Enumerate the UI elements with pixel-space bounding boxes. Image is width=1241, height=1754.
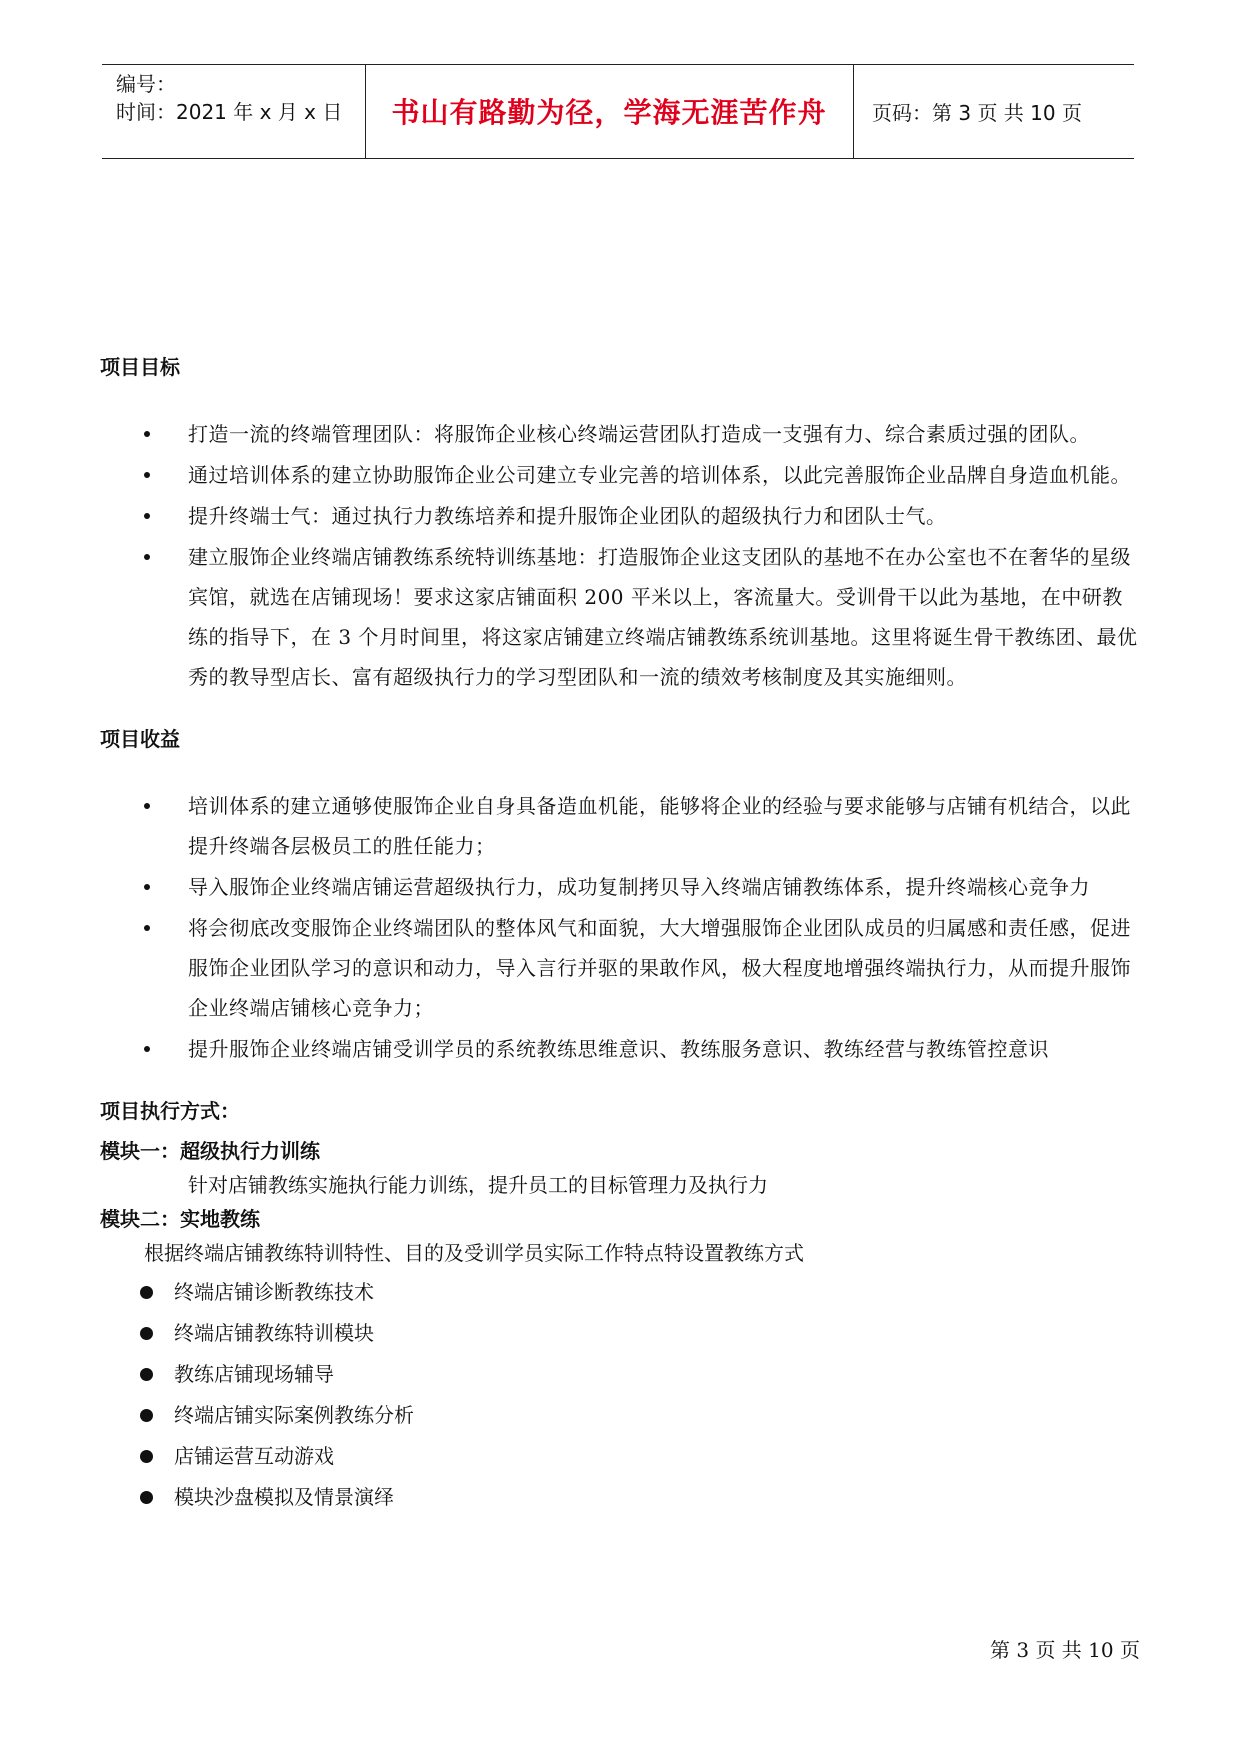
bullet-icon	[144, 472, 150, 478]
list-item	[100, 1313, 1140, 1354]
bullet-icon	[144, 803, 150, 809]
header-page-info: 页码：第 3 页 共 10 页	[872, 100, 1082, 125]
module-two-description: 根据终端店铺教练特训特性、目的及受训学员实际工作特点特设置教练方式	[144, 1241, 804, 1265]
list-item-text: 店铺运营互动游戏	[174, 1444, 334, 1468]
list-item	[100, 908, 1140, 1028]
section-title-benefits: 项目收益	[100, 727, 180, 751]
list-item	[100, 867, 1140, 907]
benefits-list	[100, 786, 1140, 1069]
section-title-goals: 项目目标	[100, 355, 180, 379]
list-item-text: 模块沙盘模拟及情景演绎	[174, 1485, 394, 1509]
bullet-icon	[144, 554, 150, 560]
module-two-list	[100, 1272, 1140, 1518]
list-item	[100, 1477, 1140, 1518]
bullet-icon	[144, 431, 150, 437]
list-item	[100, 786, 1140, 866]
list-item-text: 提升终端士气：通过执行力教练培养和提升服饰企业团队的超级执行力和团队士气。	[188, 504, 947, 528]
bullet-icon	[140, 1327, 153, 1340]
bullet-icon	[144, 925, 150, 931]
list-item-text: 打造一流的终端管理团队：将服饰企业核心终端运营团队打造成一支强有力、综合素质过强的团队。	[188, 422, 1090, 446]
list-item	[100, 1029, 1140, 1069]
header-divider	[853, 64, 854, 158]
page-header	[102, 64, 1134, 159]
bullet-icon	[144, 513, 150, 519]
header-meta	[116, 70, 366, 126]
bullet-icon	[144, 1046, 150, 1052]
document-number-label: 编号：	[116, 72, 176, 96]
module-one-description: 针对店铺教练实施执行能力训练，提升员工的目标管理力及执行力	[188, 1173, 768, 1197]
list-item-text: 将会彻底改变服饰企业终端团队的整体风气和面貌，大大增强服饰企业团队成员的归属感和责任感，促进服饰企业团队学习的意识和动力，导入言行并驱的果敢作风，极大程度地增强终端执行力，从而提升服饰企业终端店铺核心竞争力；	[188, 916, 1131, 1020]
list-item	[100, 1272, 1140, 1313]
list-item-text: 提升服饰企业终端店铺受训学员的系统教练思维意识、教练服务意识、教练经营与教练管控意识	[188, 1037, 1049, 1061]
bullet-icon	[140, 1450, 153, 1463]
list-item	[100, 1436, 1140, 1477]
goals-list	[100, 414, 1140, 697]
module-one-title: 模块一：超级执行力训练	[100, 1139, 320, 1163]
module-two-title: 模块二：实地教练	[100, 1207, 260, 1231]
section-title-execution: 项目执行方式：	[100, 1099, 240, 1123]
document-time-label: 时间：2021 年 x 月 x 日	[116, 100, 343, 124]
document-body	[100, 352, 1140, 1518]
list-item	[100, 1395, 1140, 1436]
list-item	[100, 414, 1140, 454]
list-item-text: 导入服饰企业终端店铺运营超级执行力，成功复制拷贝导入终端店铺教练体系，提升终端核心竞争力	[188, 875, 1090, 899]
bullet-icon	[144, 884, 150, 890]
bullet-icon	[140, 1409, 153, 1422]
list-item-text: 建立服饰企业终端店铺教练系统特训练基地：打造服饰企业这支团队的基地不在办公室也不在奢华的星级宾馆，就选在店铺现场！要求这家店铺面积 200 平米以上，客流量大。受训骨干以此为基地，在中研教练的指导下，在 3 个月时间里，将这家店铺建立终端店铺教练系统训基地。这里将诞生骨干教练团、最优秀的教导型店长、富有超级执行力的学习型团队和一流的绩效考核制度及其实施细则。	[188, 545, 1138, 689]
bullet-icon	[140, 1368, 153, 1381]
list-item-text: 终端店铺诊断教练技术	[174, 1280, 374, 1304]
list-item	[100, 1354, 1140, 1395]
page-footer-number: 第 3 页 共 10 页	[990, 1638, 1140, 1662]
bullet-icon	[140, 1491, 153, 1504]
list-item	[100, 496, 1140, 536]
bullet-icon	[140, 1286, 153, 1299]
list-item-text: 培训体系的建立通够使服饰企业自身具备造血机能，能够将企业的经验与要求能够与店铺有机结合，以此提升终端各层极员工的胜任能力；	[188, 794, 1131, 858]
list-item	[100, 455, 1140, 495]
list-item-text: 通过培训体系的建立协助服饰企业公司建立专业完善的培训体系，以此完善服饰企业品牌自身造血机能。	[188, 463, 1131, 487]
list-item-text: 终端店铺教练特训模块	[174, 1321, 374, 1345]
list-item-text: 终端店铺实际案例教练分析	[174, 1403, 414, 1427]
header-motto: 书山有路勤为径，学海无涯苦作舟	[391, 96, 827, 129]
list-item	[100, 537, 1140, 697]
list-item-text: 教练店铺现场辅导	[174, 1362, 334, 1386]
